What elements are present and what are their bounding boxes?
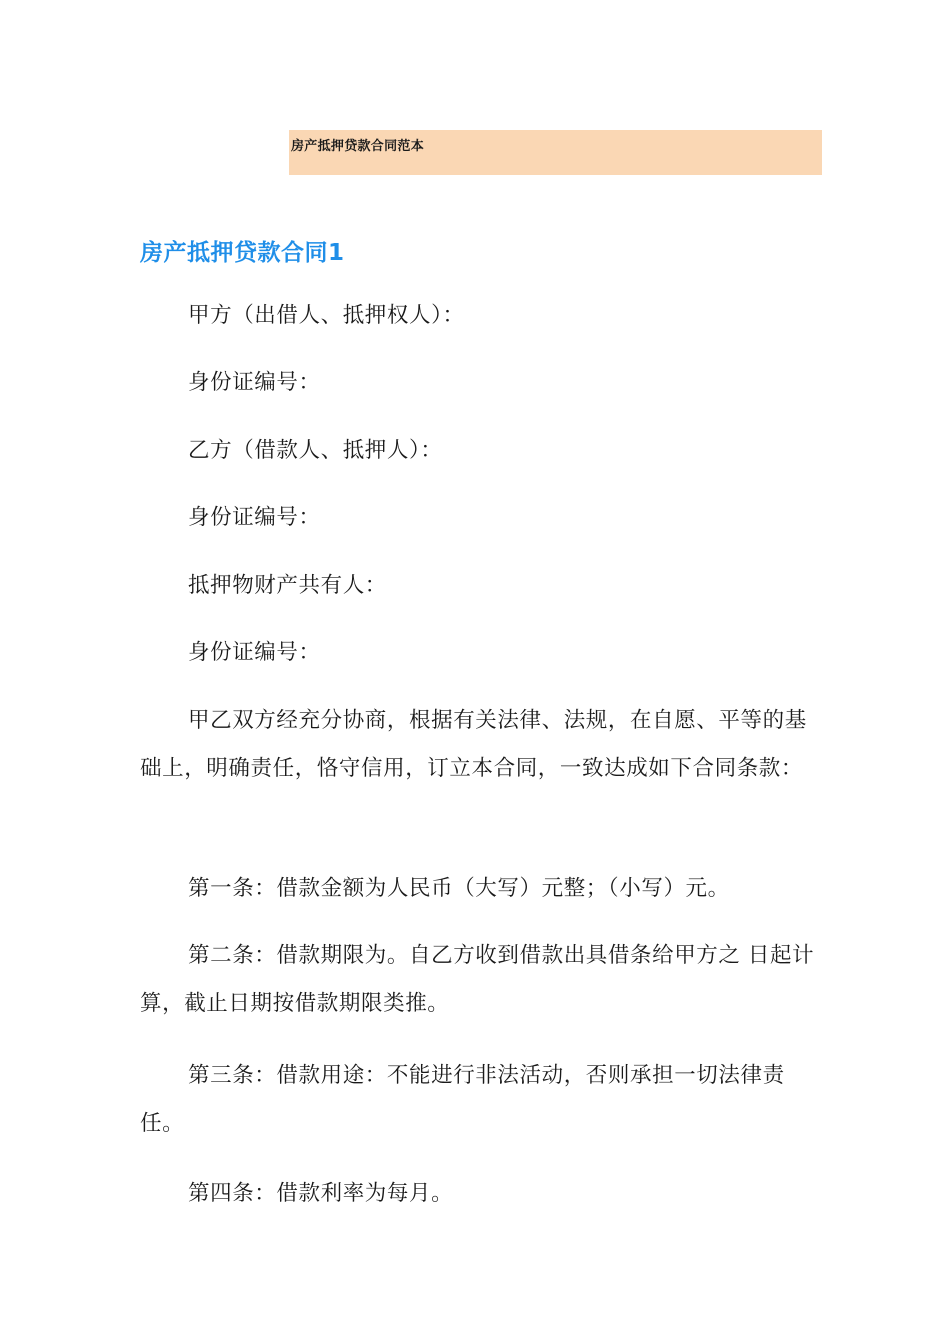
header-banner-text: 房产抵押贷款合同范本 bbox=[291, 139, 425, 154]
co-owner-line: 抵押物财产共有人： bbox=[188, 573, 387, 598]
article-2-paragraph: 第二条：借款期限为。自乙方收到借款出具借条给甲方之 日起计算，截止日期按借款期限类推。 bbox=[140, 943, 815, 1016]
article-3-paragraph: 第三条：借款用途：不能进行非法活动，否则承担一切法律责任。 bbox=[140, 1063, 785, 1136]
co-owner-id-line: 身份证编号： bbox=[188, 640, 321, 665]
document-title: 房产抵押贷款合同1 bbox=[140, 240, 345, 266]
party-a-line: 甲方（出借人、抵押权人）： bbox=[188, 303, 465, 328]
article-1-paragraph: 第一条：借款金额为人民币（大写）元整；（小写）元。 bbox=[188, 876, 730, 901]
party-b-id-line: 身份证编号： bbox=[188, 505, 321, 530]
header-banner bbox=[289, 130, 822, 175]
party-a-id-line: 身份证编号： bbox=[188, 370, 321, 395]
preamble-paragraph: 甲乙双方经充分协商，根据有关法律、法规，在自愿、平等的基础上，明确责任，恪守信用，订立本合同，一致达成如下合同条款： bbox=[140, 708, 807, 781]
party-b-line: 乙方（借款人、抵押人）： bbox=[188, 438, 443, 463]
article-4-paragraph: 第四条：借款利率为每月。 bbox=[188, 1181, 454, 1206]
